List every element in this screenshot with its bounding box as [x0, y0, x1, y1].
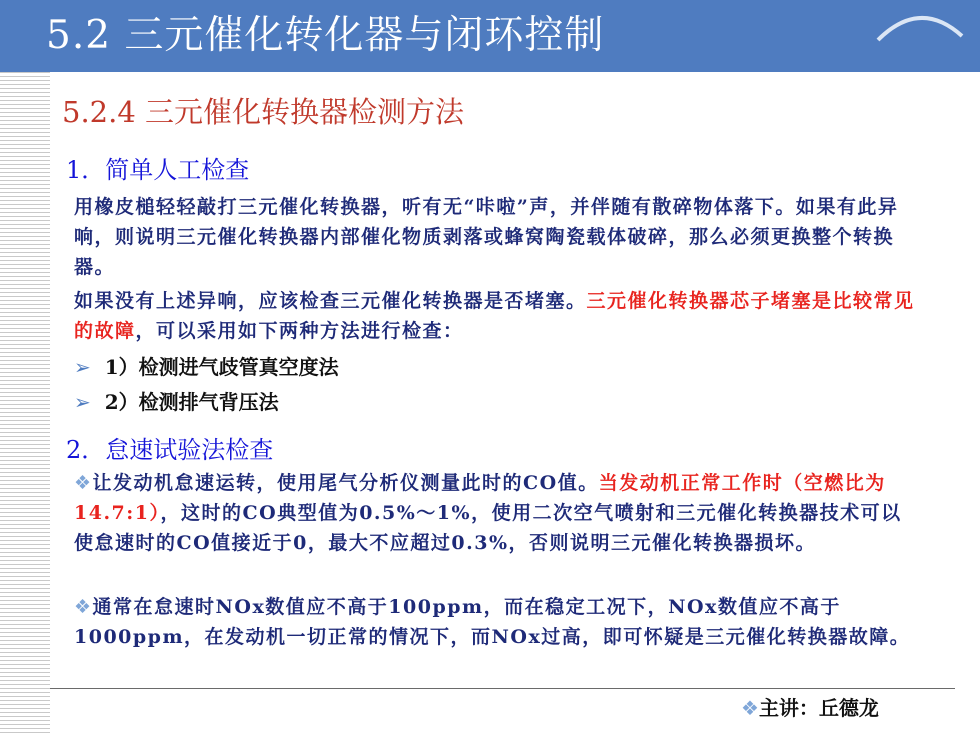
slide-title: 5.2 三元催化转化器与闭环控制 [46, 13, 605, 58]
blockage-highlight: 三元催化转换器芯子堵塞是比较常见的故障 [74, 290, 915, 342]
side-stripe-decoration [0, 72, 50, 735]
diamond-bullet-icon: ❖ [74, 472, 93, 494]
paragraph-co-test [74, 468, 918, 558]
method-item [74, 351, 339, 380]
nox-text: 通常在怠速时NOx数值应不高于100ppm，而在稳定工况下，NOx数值应不高于1000ppm，在发动机一切正常的情况下，而NOx过高，即可怀疑是三元催化转换器故障。 [74, 596, 911, 648]
section-heading-idle-test: 2．怠速试验法检查 [66, 436, 274, 464]
diamond-bullet-icon: ❖ [74, 596, 93, 618]
arrow-bullet-icon: ➢ [74, 390, 91, 414]
method-item [74, 386, 279, 415]
co-highlight: 当发动机正常工作时（空燃比为14.7:1） [74, 472, 886, 524]
paragraph-nox-test [74, 592, 918, 652]
blockage-text-a: 如果没有上述异响，应该检查三元催化转换器是否堵塞。 [74, 290, 587, 312]
slide-subtitle: 5.2.4 三元催化转换器检测方法 [62, 95, 465, 129]
co-text-b: ，这时的CO典型值为0.5%～1%，使用二次空气喷射和三元催化转换器技术可以使怠速时的CO值接近于0，最大不应超过0.3%，否则说明三元催化转换器损坏。 [74, 502, 902, 554]
diamond-bullet-icon: ❖ [741, 696, 759, 720]
footer-divider [50, 688, 955, 689]
method-label: 2）检测排气背压法 [104, 390, 279, 414]
arrow-bullet-icon: ➢ [74, 355, 91, 379]
method-label: 1）检测进气歧管真空度法 [104, 355, 339, 379]
paragraph-knock-test: 用橡皮槌轻轻敲打三元催化转换器，听有无“咔啦”声，并伴随有散碎物体落下。如果有此异响，则说明三元催化转换器内部催化物质剥落或蜂窝陶瓷载体破碎，那么必须更换整个转换器。 [74, 196, 899, 278]
paragraph-blockage [74, 286, 918, 346]
footer-presenter [741, 692, 879, 721]
section-heading-simple-check: 1．简单人工检查 [66, 156, 250, 184]
title-bar [0, 0, 980, 72]
arc-decoration-icon [874, 0, 966, 56]
blockage-text-b: ，可以采用如下两种方法进行检查： [135, 320, 464, 342]
co-text-a: 让发动机怠速运转，使用尾气分析仪测量此时的CO值。 [92, 472, 599, 494]
presenter-name: 主讲：丘德龙 [758, 696, 879, 720]
